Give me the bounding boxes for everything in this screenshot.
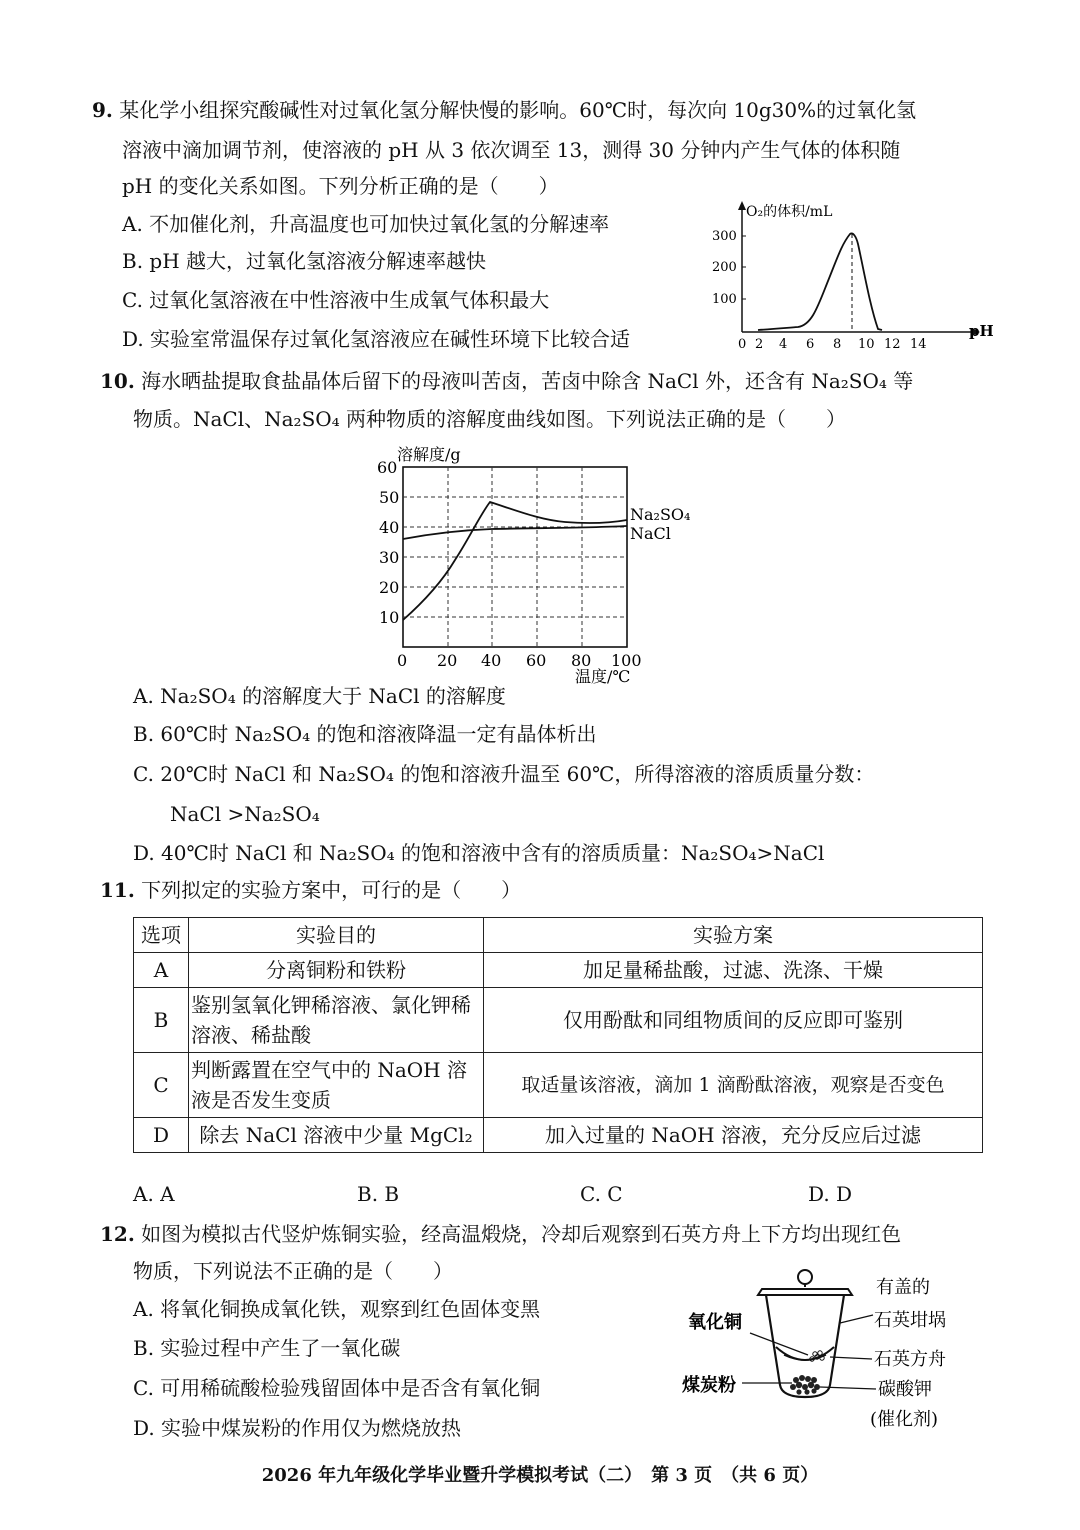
q9-line1 xyxy=(92,96,916,124)
q10-ytick: 50 xyxy=(379,488,400,507)
q10-ytick: 60 xyxy=(377,458,398,477)
table-row xyxy=(134,1118,983,1153)
table-cell: 除去 NaCl 溶液中少量 MgCl₂ xyxy=(189,1118,484,1153)
q9-xtick: 0 xyxy=(738,337,747,352)
table-row xyxy=(134,988,983,1053)
table-cell: 取适量该溶液，滴加 1 滴酚酞溶液，观察是否变色 xyxy=(484,1053,983,1118)
q10-chart xyxy=(365,440,705,685)
table-cell: C xyxy=(134,1053,189,1118)
q12-option-a: A. 将氧化铜换成氧化铁，观察到红色固体变黑 xyxy=(133,1297,541,1321)
q9-ytick-100: 100 xyxy=(712,292,737,307)
q9-xtick: 2 xyxy=(755,337,764,352)
q9-option-d: D. 实验室常温保存过氧化氢溶液应在碱性环境下比较合适 xyxy=(122,327,631,351)
q9-xtick: 8 xyxy=(833,337,842,352)
q9-ytick-300: 300 xyxy=(712,229,737,244)
q10-na2so4-curve xyxy=(403,502,627,620)
q10-xtick: 0 xyxy=(397,651,408,670)
q10-ytick: 20 xyxy=(379,578,400,597)
q10-series-label-nacl: NaCl xyxy=(630,524,671,543)
q10-ytick: 30 xyxy=(379,548,400,567)
q11-line1 xyxy=(100,876,521,904)
q10-number: 10. xyxy=(100,369,135,393)
q10-option-d: D. 40℃时 NaCl 和 Na₂SO₄ 的饱和溶液中含有的溶质质量：Na₂SO₄>NaCl xyxy=(133,841,825,865)
label-crucible-2: 石英坩埚 xyxy=(874,1310,946,1331)
q10-xtick: 100 xyxy=(611,651,642,670)
q9-xtick: 6 xyxy=(806,337,815,352)
table-header: 实验方案 xyxy=(484,918,983,953)
q10-y-label: 溶解度/g xyxy=(397,445,461,464)
q12-option-b: B. 实验过程中产生了一氧化碳 xyxy=(133,1336,401,1360)
q11-table xyxy=(133,917,983,1153)
q10-line2: 物质。NaCl、Na₂SO₄ 两种物质的溶解度曲线如图。下列说法正确的是（ ） xyxy=(133,407,847,431)
q9-chart xyxy=(700,196,1000,356)
table-cell: A xyxy=(134,953,189,988)
q10-ytick: 40 xyxy=(379,518,400,537)
q9-ytick-200: 200 xyxy=(712,260,737,275)
q11-option-a: A. A xyxy=(133,1182,175,1206)
q10-nacl-curve xyxy=(403,526,627,539)
q10-xtick: 60 xyxy=(526,651,547,670)
q9-x-label: pH xyxy=(969,322,994,340)
q9-stem-1: 某化学小组探究酸碱性对过氧化氢分解快慢的影响。60℃时，每次向 10g30%的过氧化氢 xyxy=(119,98,917,122)
q10-option-b: B. 60℃时 Na₂SO₄ 的饱和溶液降温一定有晶体析出 xyxy=(133,722,597,746)
q9-y-label: O₂的体积/mL xyxy=(746,204,833,220)
q9-option-b: B. pH 越大，过氧化氢溶液分解速率越快 xyxy=(122,249,487,273)
table-row xyxy=(134,1053,983,1118)
q9-curve xyxy=(758,233,882,330)
q11-option-c: C. C xyxy=(580,1182,623,1206)
q10-xtick: 80 xyxy=(571,651,592,670)
q10-xtick: 40 xyxy=(481,651,502,670)
q9-line2: 溶液中滴加调节剂，使溶液的 pH 从 3 依次调至 13，测得 30 分钟内产生气体的体积随 xyxy=(122,138,901,162)
label-catalyst: (催化剂) xyxy=(870,1409,939,1430)
q12-line1 xyxy=(100,1220,901,1248)
label-boat: 石英方舟 xyxy=(874,1349,946,1370)
crucible-body xyxy=(766,1295,844,1397)
q10-xtick: 20 xyxy=(437,651,458,670)
q9-option-a: A. 不加催化剂，升高温度也可加快过氧化氢的分解速率 xyxy=(122,212,610,236)
q11-option-d: D. D xyxy=(808,1182,853,1206)
q12-number: 12. xyxy=(100,1222,135,1246)
crucible-lid xyxy=(758,1289,852,1295)
label-cuo: 氧化铜 xyxy=(688,1312,742,1333)
q10-x-label: 温度/℃ xyxy=(575,667,631,685)
table-cell: 分离铜粉和铁粉 xyxy=(189,953,484,988)
q9-xtick: 10 xyxy=(858,337,875,352)
q10-line1 xyxy=(100,367,913,395)
table-row xyxy=(134,953,983,988)
q12-option-d: D. 实验中煤炭粉的作用仅为燃烧放热 xyxy=(133,1416,462,1440)
table-cell: 加足量稀盐酸，过滤、洗涤、干燥 xyxy=(484,953,983,988)
q9-number: 9. xyxy=(92,98,113,122)
q11-stem: 下列拟定的实验方案中，可行的是（ ） xyxy=(141,878,522,902)
label-k2co3: 碳酸钾 xyxy=(878,1379,932,1400)
q10-ytick: 10 xyxy=(379,608,400,627)
table-cell: 判断露置在空气中的 NaOH 溶液是否发生变质 xyxy=(189,1053,484,1118)
q9-option-c: C. 过氧化氢溶液在中性溶液中生成氧气体积最大 xyxy=(122,288,550,312)
coal-powder xyxy=(790,1375,820,1395)
label-coal: 煤炭粉 xyxy=(682,1375,736,1396)
q10-option-a: A. Na₂SO₄ 的溶解度大于 NaCl 的溶解度 xyxy=(133,684,506,708)
q12-line2: 物质，下列说法不正确的是（ ） xyxy=(133,1259,453,1283)
table-cell: 鉴别氢氧化钾稀溶液、氯化钾稀溶液、稀盐酸 xyxy=(189,988,484,1053)
q9-line3: pH 的变化关系如图。下列分析正确的是（ ） xyxy=(122,174,559,198)
q10-stem-1: 海水晒盐提取食盐晶体后留下的母液叫苦卤，苦卤中除含 NaCl 外，还含有 Na₂SO₄ 等 xyxy=(141,369,914,393)
q9-xtick: 14 xyxy=(910,337,927,352)
q12-stem-1: 如图为模拟古代竖炉炼铜实验，经高温煅烧，冷却后观察到石英方舟上下方均出现红色 xyxy=(141,1222,902,1246)
q12-crucible-figure xyxy=(680,1265,980,1440)
table-cell: D xyxy=(134,1118,189,1153)
table-cell: 加入过量的 NaOH 溶液，充分反应后过滤 xyxy=(484,1118,983,1153)
q10-grid xyxy=(403,467,627,647)
q11-option-b: B. B xyxy=(357,1182,400,1206)
lid-knob xyxy=(798,1270,812,1284)
table-cell: B xyxy=(134,988,189,1053)
table-header: 实验目的 xyxy=(189,918,484,953)
label-crucible-1: 有盖的 xyxy=(876,1277,930,1298)
q10-option-c: C. 20℃时 NaCl 和 Na₂SO₄ 的饱和溶液升温至 60℃，所得溶液的溶质质量分数： xyxy=(133,762,875,786)
table-header-row xyxy=(134,918,983,953)
q12-option-c: C. 可用稀硫酸检验残留固体中是否含有氧化铜 xyxy=(133,1376,541,1400)
table-header: 选项 xyxy=(134,918,189,953)
q11-number: 11. xyxy=(100,878,135,902)
q10-option-c-cont: NaCl >Na₂SO₄ xyxy=(170,802,320,826)
q9-xtick: 4 xyxy=(779,337,788,352)
q9-xtick: 12 xyxy=(884,337,901,352)
q9-y-arrow xyxy=(738,201,746,210)
page-footer: 2026 年九年级化学毕业暨升学模拟考试（二） 第 3 页 （共 6 页） xyxy=(261,1465,819,1486)
q10-series-label-na2so4: Na₂SO₄ xyxy=(630,505,691,524)
table-cell: 仅用酚酞和同组物质间的反应即可鉴别 xyxy=(484,988,983,1053)
